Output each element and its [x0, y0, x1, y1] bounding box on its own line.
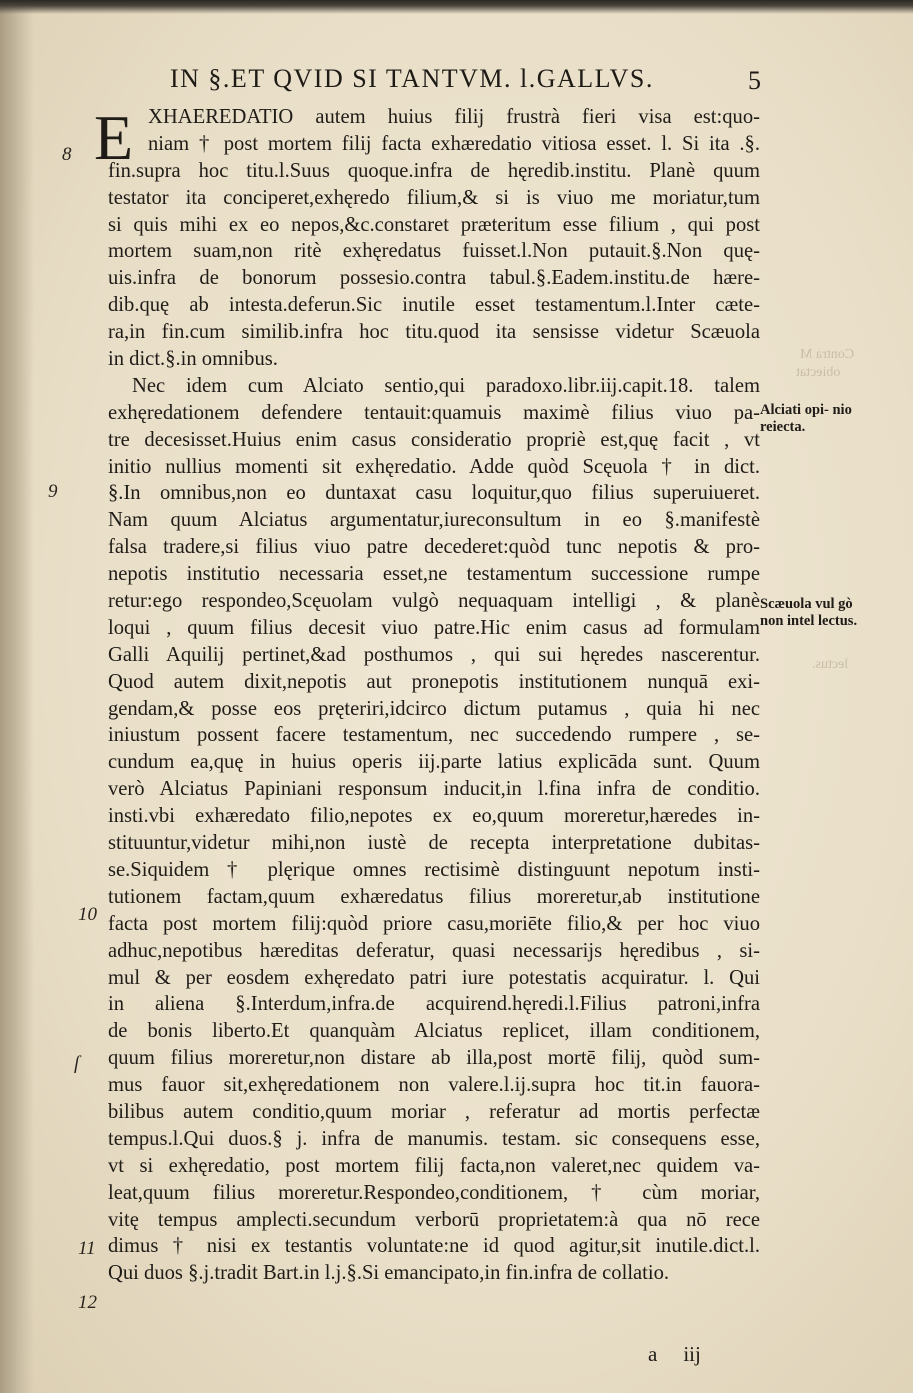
text-line: mortem suam,non ritè exhęredatus fuisset.l.Non putauit.§.Non quę- — [108, 240, 760, 263]
text-line: XHAEREDATIO autem huius filij frustrà fieri visa est:quo- — [148, 106, 760, 128]
line-number: 9 — [48, 481, 58, 502]
text-line: exhęredationem defendere tentauit:quamuis maximè filius viuo pa- — [108, 401, 760, 424]
text-line: fin.supra hoc titu.l.Suus quoque.infra de hęredib.institu. Planè quum — [108, 159, 760, 182]
running-head: IN §.ET QVID SI TANTVM. l.GALLVS. — [170, 64, 654, 93]
text-line: Quod autem dixit,nepotis aut pronepotis institutionem nunquā exi- — [108, 670, 760, 693]
margin-note: Alciati opi- nio reiecta. — [760, 402, 852, 435]
text-line: adhuc,nepotibus hæreditas deferatur, quasi necessarijs hęredibus , si- — [108, 939, 760, 962]
text-line: tre decesisset.Huius enim casus consideratio propriè est,quę facit , vt — [108, 428, 760, 451]
show-through-text: Contra M — [800, 347, 855, 362]
show-through-text: lectus. — [812, 657, 849, 672]
text-line: cundum ea,quę in huius operis iij.parte latius explicāda sunt. Quum — [108, 751, 760, 774]
text-line: §.In omnibus,non eo duntaxat casu loquitur,quo filius superuiueret. — [108, 482, 760, 505]
text-line: leat,quum filius moreretur.Respondeo,conditionem, † cùm moriar, — [108, 1181, 760, 1204]
signature-number: iij — [683, 1342, 701, 1366]
page-top-shadow — [0, 0, 913, 14]
drop-cap: E — [94, 102, 134, 173]
text-line: retur:ego respondeo,Scęuolam vulgò nequaquam intelligi , & planè — [108, 590, 760, 613]
text-line: Galli Aquilij pertinet,&ad posthumos , qui sui hęredes nascerentur. — [108, 643, 760, 666]
text-line: bilibus autem conditio,quum moriar , referatur ad mortis perfectæ — [108, 1100, 760, 1123]
line-number: 8 — [62, 144, 72, 165]
page-number: 5 — [748, 66, 761, 95]
text-line: falsa tradere,si filius viuo patre decederet:quòd tunc nepotis & pro- — [108, 536, 760, 559]
margin-note: Scæuola vul gò non intel lectus. — [760, 596, 858, 629]
text-line: in aliena §.Interdum,infra.de acquirend.hęredi.l.Filius patroni,infra — [108, 993, 760, 1016]
binding-gutter — [0, 0, 34, 1393]
text-line: in dict.§.in omnibus. — [108, 348, 278, 371]
text-line: tempus.l.Qui duos.§ j. infra de manumis. testam. sic consequens esse, — [108, 1127, 760, 1150]
text-line: tutionem factam,quum exhæredatus filius moreretur,ab institutione — [108, 885, 760, 908]
text-line: uis.infra de bonorum possesio.contra tabul.§.Eadem.institu.de hære- — [108, 267, 760, 290]
text-line: vt si exhęredatio, post mortem filij facta,non valeret,nec quidem va- — [108, 1154, 760, 1177]
text-line: se.Siquidem † plęrique omnes rectisimè distinguunt nepotum insti- — [108, 858, 760, 881]
text-line: iniustum possent facere testamentum, nec succedendo rumpere , se- — [108, 724, 760, 747]
text-line: Qui duos §.j.tradit Bart.in l.j.§.Si emancipato,in fin.infra de collatio. — [108, 1262, 670, 1285]
show-through-text: obiectat — [796, 365, 841, 380]
text-line: insti.vbi exhæredato filio,nepotes ex eo,quum moreretur,hæredes in- — [108, 805, 760, 828]
signature-mark — [648, 1342, 727, 1367]
line-number: ſ — [74, 1053, 80, 1074]
text-line: mul & per eosdem exhęredato patri iure potestatis acquiratur. l. Qui — [108, 966, 760, 989]
text-line: de bonis liberto.Et quanquàm Alciatus replicet, illam conditionem, — [108, 1020, 760, 1043]
text-line: quum filius moreretur,non distare ab illa,post mortē filij, quòd sum- — [108, 1047, 760, 1070]
signature-letter: a — [648, 1342, 658, 1366]
text-line: loqui , quum filius decesit viuo patre.Hic enim casus ad formulam — [108, 616, 760, 639]
text-line: vitę tempus amplecti.secundum verborū proprietatem:à qua nō rece — [108, 1208, 760, 1231]
text-line: facta post mortem filij:quòd priore casu,moriēte filio,& per hoc viuo — [108, 912, 760, 935]
text-line: mus fauor sit,exhęredationem non valere.l.ij.supra hoc tit.in fauora- — [108, 1074, 760, 1097]
text-line: dimus † nisi ex testantis voluntate:ne id quod agitur,sit inutile.dict.l. — [108, 1235, 760, 1258]
line-number: 11 — [78, 1238, 96, 1259]
text-line: testator ita conciperet,exhęredo filium,& si is viuo me moriatur,tum — [108, 186, 760, 209]
text-line: dib.quę ab intesta.deferun.Sic inutile esset testamentum.l.Inter cæte- — [108, 294, 760, 317]
text-line: Nam quum Alciatus argumentatur,iureconsultum in eo §.manifestè — [108, 509, 760, 532]
line-number: 12 — [78, 1292, 97, 1313]
text-line: gendam,& posse eos pręteriri,idcirco dictum putamus , quia hi nec — [108, 697, 760, 720]
line-number: 10 — [78, 904, 97, 925]
text-line: Nec idem cum Alciato sentio,qui paradoxo.libr.iij.capit.18. talem — [132, 374, 760, 397]
text-line: stituuntur,videtur mihi,non iustè de recepta interpretatione dubitas- — [108, 832, 760, 855]
text-line: verò Alciatus Papiniani responsum inducit,in l.fina infra de conditio. — [108, 778, 760, 801]
text-line: si quis mihi ex eo nepos,&c.constaret præteritum esse filium , qui post — [108, 213, 760, 236]
body-text — [108, 104, 760, 1287]
text-line: niam † post mortem filij facta exhæredatio vitiosa esset. l. Si ita .§. — [148, 132, 760, 155]
text-line: ra,in fin.cum similib.infra hoc titu.quod ita sensisse videtur Scæuola — [108, 321, 760, 344]
text-line: nepotis institutio necessaria esset,ne testamentum successione rumpe — [108, 563, 760, 586]
text-line: initio nullius momenti sit exhęredatio. Adde quòd Scęuola † in dict. — [108, 455, 760, 478]
